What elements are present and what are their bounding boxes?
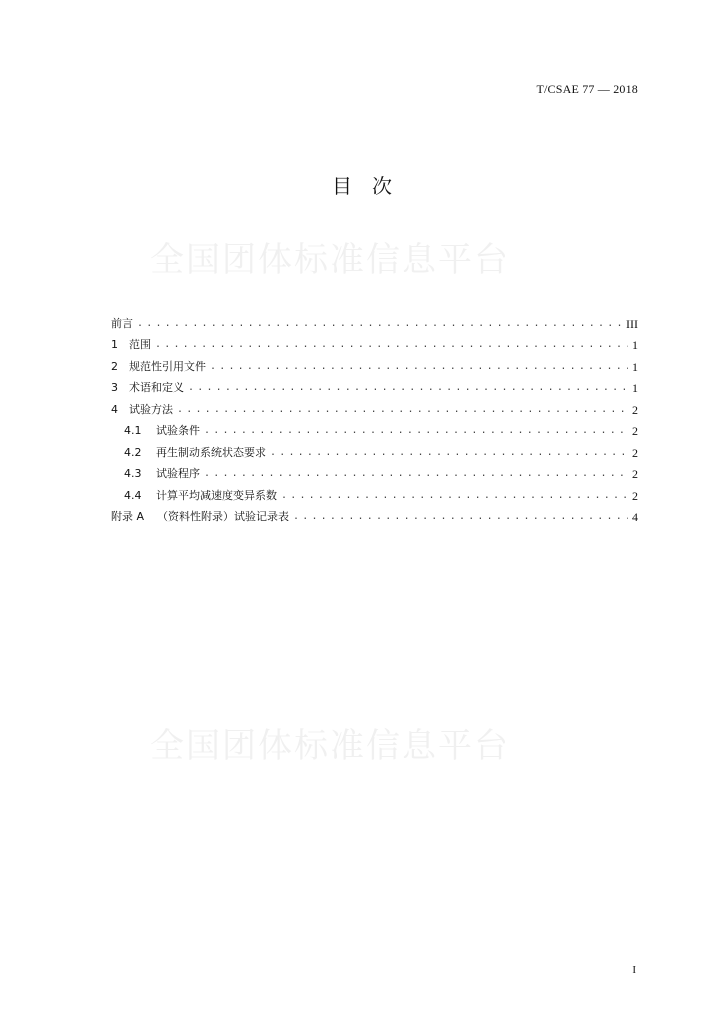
toc-entry-test-procedure[interactable]: [111, 460, 638, 482]
toc-entry-terms-definitions[interactable]: [111, 374, 638, 396]
toc-page-number: 1: [632, 338, 638, 352]
toc-label: 范围: [129, 338, 151, 351]
watermark-top: 全国团体标准信息平台: [150, 240, 510, 280]
footer-page-number: I: [632, 964, 636, 976]
toc-page-number: 2: [632, 402, 638, 417]
toc-leader-dots: [281, 489, 628, 503]
toc-leader-dots: [177, 403, 628, 417]
toc-label: 试验条件: [156, 424, 200, 437]
toc-page-number: 1: [632, 381, 638, 395]
toc-page-number: 2: [632, 467, 638, 481]
toc-number: 4.1: [124, 424, 142, 437]
toc-entry-regen-braking-requirements[interactable]: [111, 438, 638, 460]
toc-number: 4.2: [124, 445, 142, 459]
toc-label: 计算平均减速度变异系数: [156, 488, 277, 502]
toc-leader-dots: [188, 381, 628, 395]
toc-label: 试验方法: [129, 402, 173, 416]
toc-number: 1: [111, 338, 118, 351]
toc-leader-dots: [204, 424, 628, 438]
toc-page-number: 2: [632, 445, 638, 460]
standard-code: T/CSAE 77 — 2018: [536, 82, 638, 96]
toc-leader-dots: [155, 338, 628, 352]
toc-entry-foreword[interactable]: [111, 309, 638, 331]
toc-number: 附录 A: [111, 510, 145, 523]
toc-entry-deceleration-cv[interactable]: [111, 481, 638, 503]
toc-entry-normative-references[interactable]: [111, 352, 638, 374]
toc-leader-dots: [210, 360, 628, 374]
toc-page-number: 4: [632, 510, 638, 524]
toc-label: 规范性引用文件: [129, 359, 206, 373]
toc-entry-scope[interactable]: [111, 331, 638, 353]
table-of-contents: [111, 309, 638, 524]
toc-label: 试验程序: [156, 467, 200, 480]
toc-entry-test-conditions[interactable]: [111, 417, 638, 439]
toc-entry-annex-a[interactable]: [111, 503, 638, 525]
toc-number: 4.3: [124, 467, 142, 480]
toc-page-number: 2: [632, 424, 638, 438]
toc-number: 3: [111, 381, 118, 394]
toc-label: 术语和定义: [129, 381, 184, 394]
toc-page-number: 1: [632, 359, 638, 374]
toc-page-number: III: [626, 316, 638, 331]
toc-number: 4.4: [124, 488, 142, 502]
watermark-bottom: 全国团体标准信息平台: [150, 726, 510, 766]
toc-number: 2: [111, 359, 118, 373]
toc-leader-dots: [270, 446, 628, 460]
toc-label: 再生制动系统状态要求: [156, 445, 266, 459]
toc-label: （资料性附录）试验记录表: [157, 510, 289, 523]
toc-entry-test-methods[interactable]: [111, 395, 638, 417]
page-title: 目 次: [332, 174, 392, 198]
toc-number: 4: [111, 402, 118, 416]
toc-leader-dots: [293, 510, 628, 524]
toc-leader-dots: [204, 467, 628, 481]
toc-page-number: 2: [632, 488, 638, 503]
toc-leader-dots: [137, 317, 622, 331]
toc-label: 前言: [111, 316, 133, 330]
